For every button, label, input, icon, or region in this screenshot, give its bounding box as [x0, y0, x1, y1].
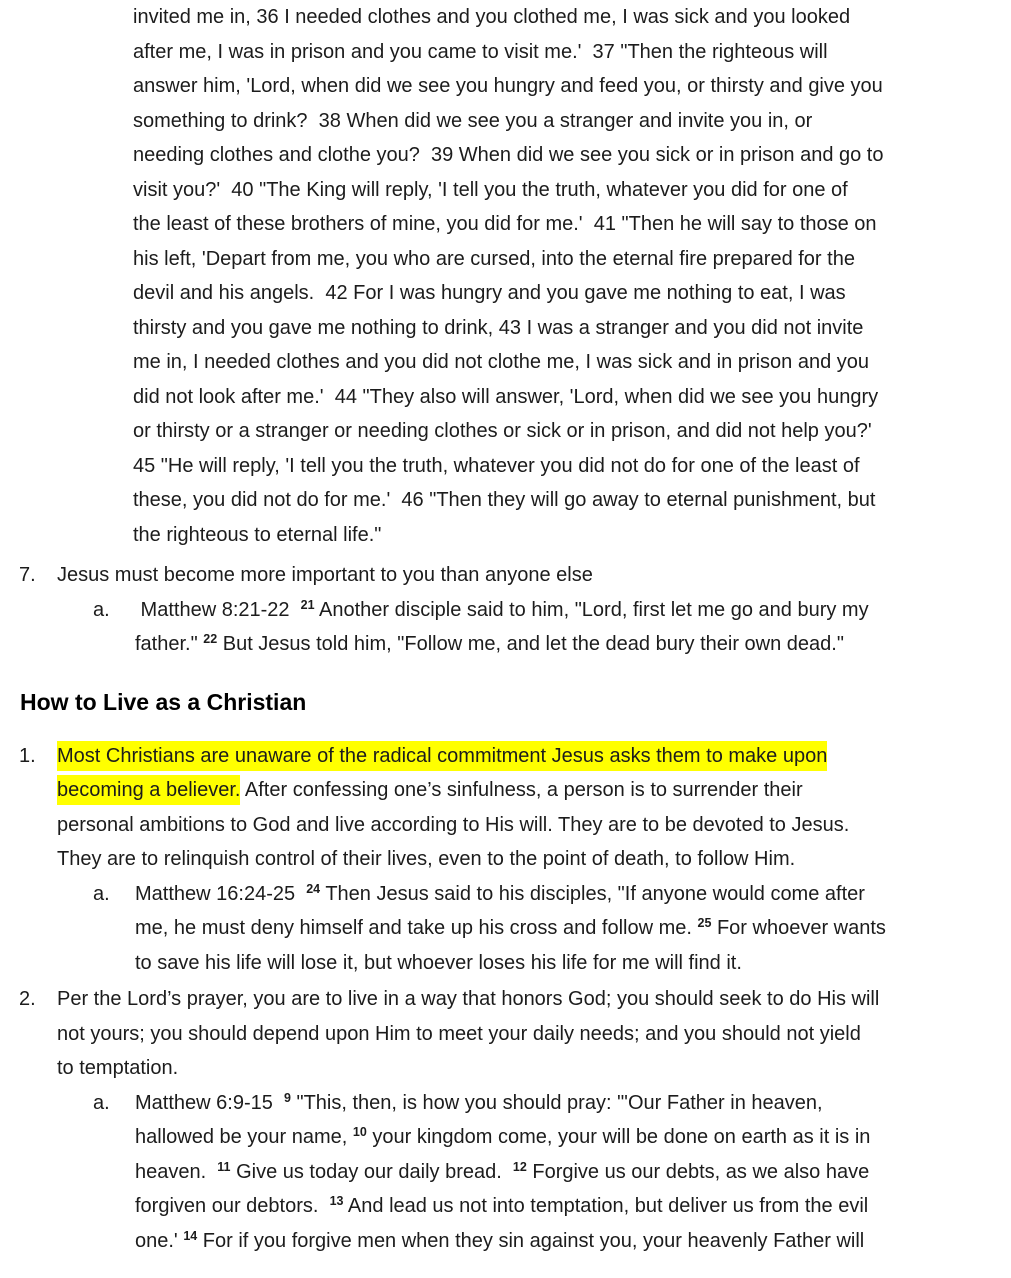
text-line [133, 207, 1011, 242]
scripture-reference-item-matthew-8 [0, 593, 1011, 662]
text-line [133, 35, 1011, 70]
text-segment: Matthew 6:9-15 [135, 1091, 284, 1114]
text-segment: Then Jesus said to his disciples, "If anyone would come after [320, 882, 865, 905]
list-marker: a. [93, 598, 110, 621]
text-line [133, 483, 1011, 518]
list-marker: a. [93, 882, 110, 905]
outline-item-7 [0, 558, 1011, 593]
text-line [133, 518, 1011, 553]
verse-number-superscript: 10 [352, 1125, 367, 1139]
text-line [133, 104, 1011, 139]
text-body [135, 877, 1011, 981]
verse-number-superscript: 11 [217, 1159, 231, 1174]
text-line [133, 242, 1011, 277]
text-segment: visit you?' 40 "The King will reply, 'I tell you the truth, whatever you did for one of [133, 178, 848, 201]
text-segment: Matthew 16:24-25 [135, 882, 307, 905]
text-segment: heaven. [135, 1160, 218, 1183]
text-line [135, 593, 1011, 628]
text-segment: And lead us not into temptation, but deliver us from the evil [343, 1195, 869, 1217]
text-segment: the righteous to eternal life." [133, 523, 382, 546]
list-marker: 1. [19, 744, 36, 767]
text-segment: the least of these brothers of mine, you did for me.' 41 "Then he will say to those on [133, 213, 877, 235]
text-segment: to temptation. [57, 1057, 179, 1079]
list-marker: a. [93, 1091, 110, 1114]
text-body [135, 1086, 1011, 1259]
text-segment: to save his life will lose it, but whoever loses his life for me will find it. [135, 951, 742, 974]
text-segment: after me, I was in prison and you came to visit me.' 37 "Then the righteous will [133, 40, 828, 63]
text-line [135, 1224, 1011, 1259]
text-line [57, 1017, 1011, 1052]
text-line [133, 345, 1011, 380]
text-segment: They are to relinquish control of their lives, even to the point of death, to follow Him. [57, 848, 796, 870]
verse-number-superscript: 14 [183, 1228, 198, 1243]
text-line [57, 982, 1011, 1017]
text-segment: something to drink? 38 When did we see you a stranger and invite you in, or [133, 109, 813, 132]
text-segment: For if you forgive men when they sin against you, your heavenly Father will [197, 1229, 865, 1252]
text-line [135, 1086, 1011, 1121]
verse-number-superscript: 21 [300, 597, 315, 612]
text-line [135, 1155, 1011, 1190]
text-line [135, 627, 1011, 662]
text-body [135, 593, 1011, 662]
list-marker: 7. [19, 564, 36, 586]
verse-number-superscript: 13 [329, 1194, 344, 1208]
text-segment: forgiven our debtors. [135, 1195, 330, 1217]
text-segment: 45 "He will reply, 'I tell you the truth, whatever you did not do for one of the least of [133, 454, 860, 477]
text-segment: hallowed be your name, [135, 1126, 353, 1148]
text-line [57, 739, 1011, 774]
text-segment: me in, I needed clothes and you did not clothe me, I was sick and in prison and you [133, 351, 869, 373]
text-segment: Matthew 8:21-22 [135, 598, 301, 621]
scripture-reference-item-matthew-6 [0, 1086, 1011, 1259]
verse-number-superscript: 22 [203, 632, 218, 646]
outline-item-2 [0, 982, 1011, 1086]
text-line [135, 877, 1011, 912]
text-line [133, 311, 1011, 346]
scripture-reference-item-matthew-16 [0, 877, 1011, 981]
text-line [133, 449, 1011, 484]
text-segment: needing clothes and clothe you? 39 When did we see you sick or in prison and go to [133, 144, 884, 166]
text-segment: Give us today our daily bread. [230, 1160, 513, 1183]
text-line [57, 773, 1011, 808]
highlighted-text: Most Christians are unaware of the radical commitment Jesus asks them to make upon [57, 741, 827, 771]
text-line [133, 69, 1011, 104]
text-line [57, 842, 1011, 877]
text-segment: Per the Lord’s prayer, you are to live in a way that honors God; you should seek to do His will [57, 988, 880, 1010]
text-segment: Another disciple said to him, "Lord, first let me go and bury my [314, 598, 869, 621]
scripture-quote-continuation [133, 0, 1011, 552]
outline-item-1 [0, 739, 1011, 877]
text-line [135, 1189, 1011, 1224]
text-line [133, 138, 1011, 173]
text-segment: For whoever wants [711, 917, 886, 939]
text-line [57, 808, 1011, 843]
verse-number-superscript: 25 [697, 916, 712, 930]
text-segment: "This, then, is how you should pray: "'Our Father in heaven, [290, 1091, 823, 1114]
text-segment: invited me in, 36 I needed clothes and you clothed me, I was sick and you looked [133, 6, 851, 28]
text-body [57, 739, 1011, 877]
section-heading: How to Live as a Christian [20, 688, 307, 715]
text-line [133, 414, 1011, 449]
text-line [133, 276, 1011, 311]
text-body [133, 0, 1011, 552]
verse-number-superscript: 12 [512, 1159, 527, 1174]
text-line [135, 1120, 1011, 1155]
text-segment: devil and his angels. 42 For I was hungry and you gave me nothing to eat, I was [133, 282, 846, 304]
text-segment: Jesus must become more important to you than anyone else [57, 564, 593, 586]
text-segment: his left, 'Depart from me, you who are cursed, into the eternal fire prepared for the [133, 247, 855, 270]
text-segment: me, he must deny himself and take up his cross and follow me. [135, 917, 698, 939]
text-line [57, 558, 1011, 593]
list-marker: 2. [19, 988, 36, 1010]
text-segment: But Jesus told him, "Follow me, and let the dead bury their own dead." [217, 633, 844, 655]
text-body [57, 558, 1011, 593]
text-segment: father." [135, 633, 204, 655]
text-segment: or thirsty or a stranger or needing clothes or sick or in prison, and did not help you?' [133, 420, 872, 442]
text-segment: Forgive us our debts, as we also have [526, 1160, 870, 1183]
text-line [133, 380, 1011, 415]
text-line [57, 1051, 1011, 1086]
highlighted-text: becoming a believer. [57, 775, 240, 805]
text-segment: your kingdom come, your will be done on earth as it is in [366, 1126, 871, 1148]
text-segment: did not look after me.' 44 "They also will answer, 'Lord, when did we see you hungry [133, 385, 879, 408]
text-segment: After confessing one’s sinfulness, a person is to surrender their [240, 779, 803, 801]
text-body [57, 982, 1011, 1086]
text-line [133, 173, 1011, 208]
verse-number-superscript: 9 [283, 1090, 291, 1105]
text-segment: one.' [135, 1229, 184, 1252]
text-line [135, 911, 1011, 946]
text-segment: not yours; you should depend upon Him to meet your daily needs; and you should not yield [57, 1022, 861, 1045]
text-segment: answer him, 'Lord, when did we see you hungry and feed you, or thirsty and give you [133, 75, 883, 97]
text-line [135, 946, 1011, 981]
text-segment: thirsty and you gave me nothing to drink, 43 I was a stranger and you did not invite [133, 316, 864, 339]
text-line [133, 0, 1011, 35]
text-segment: personal ambitions to God and live according to His will. They are to be devoted to Jesus. [57, 813, 850, 836]
text-segment: these, you did not do for me.' 46 "Then they will go away to eternal punishment, but [133, 489, 876, 511]
verse-number-superscript: 24 [306, 881, 321, 896]
